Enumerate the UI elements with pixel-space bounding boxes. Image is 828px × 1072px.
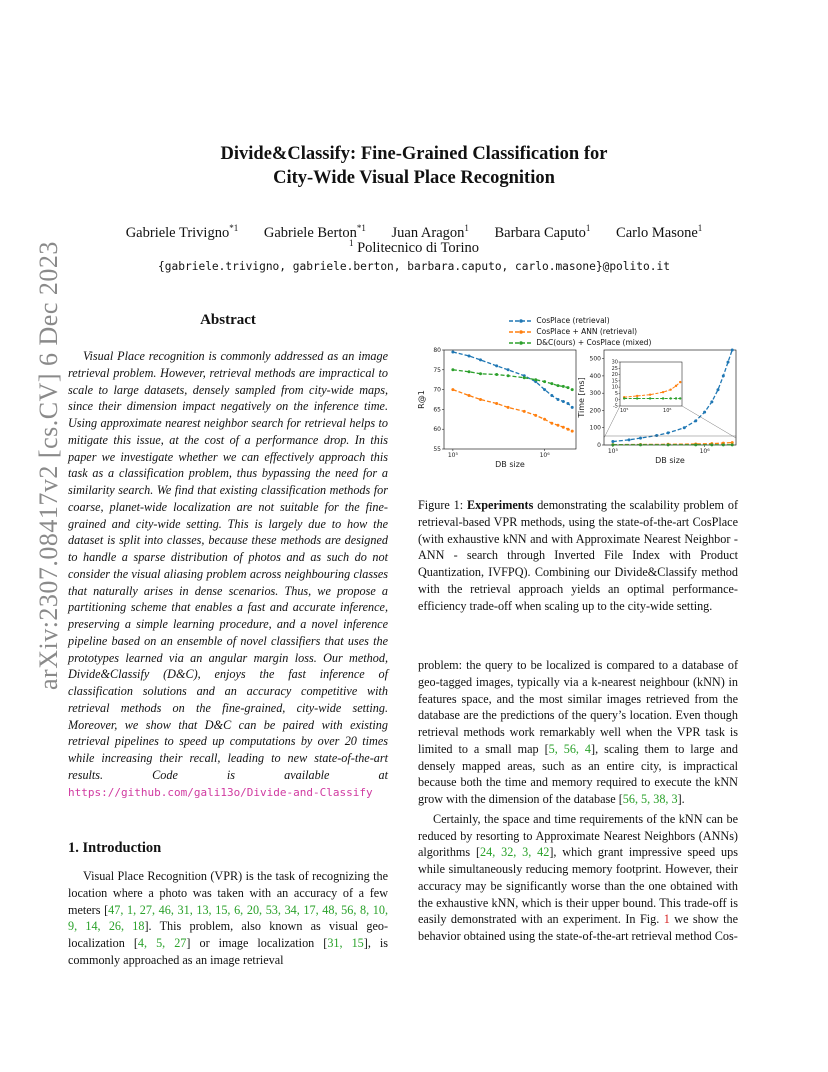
data-point: [495, 402, 498, 405]
author: Juan Aragon$^1$: [391, 223, 469, 241]
y-tick-label: 100: [589, 424, 601, 432]
citation-link[interactable]: 5, 56, 4: [548, 741, 592, 756]
x-axis-label: DB size: [495, 460, 525, 469]
data-point: [534, 414, 537, 417]
inset-frame: [620, 362, 682, 406]
inset-y-tick-label: 0: [614, 397, 618, 404]
data-point: [562, 385, 565, 388]
inset-data-point: [623, 397, 625, 399]
citation-link[interactable]: 4, 5, 27: [137, 936, 187, 950]
inset-y-tick-label: 30: [611, 359, 618, 366]
y-tick-label: 70: [433, 386, 441, 394]
figure-plots: [412, 312, 748, 472]
legend-item: CosPlace + ANN (retrieval): [508, 327, 660, 338]
y-tick-label: 500: [589, 355, 601, 363]
legend-item: CosPlace (retrieval): [508, 316, 660, 327]
data-point: [534, 378, 537, 381]
data-point: [556, 384, 559, 387]
data-point: [556, 398, 559, 401]
figure-caption: Figure 1: Experiments demonstrating the scalability problem of retrieval-based VPR methods, using the state-of-the-art CosPlace (with exhaustive kNN and with Approximate Nearest Neighbor - ANN - search through Inverted File Index with Product Quantization, IVFPQ). Combining our Divide&Classify method with the retrieval approach yields an optimal performance-efficiency trade-off when scaling up to the city-wide setting.: [418, 498, 738, 613]
inset-data-point: [675, 397, 677, 399]
y-tick-label: 75: [433, 366, 441, 374]
inset-data-point: [675, 385, 677, 387]
inset-y-tick-label: 15: [611, 378, 618, 385]
data-point: [727, 361, 730, 364]
y-axis-label: Time [ms]: [577, 377, 586, 418]
data-point: [710, 400, 713, 403]
inset-data-point: [662, 397, 664, 399]
zoom-connector: [682, 406, 736, 438]
data-point: [479, 358, 482, 361]
x-tick-label: 10⁶: [699, 448, 710, 455]
y-tick-label: 0: [597, 442, 601, 449]
citation-link[interactable]: 24, 32, 3, 42: [480, 845, 550, 860]
data-point: [468, 394, 471, 397]
citation-link[interactable]: 47, 1, 27, 46, 31, 13, 15, 6, 20, 53, 34, 17, 48, 56, 8, 10, 9, 14, 26, 18: [68, 902, 389, 934]
data-point: [731, 349, 734, 352]
inset-data-point: [679, 397, 681, 399]
data-point: [451, 368, 454, 371]
arxiv-stamp: arXiv:2307.08417v2 [cs.CV] 6 Dec 2023: [34, 241, 63, 690]
inset-y-tick-label: 25: [611, 365, 618, 372]
inset-data-point: [636, 397, 638, 399]
data-point: [543, 388, 546, 391]
data-point: [523, 376, 526, 379]
data-point: [567, 428, 570, 431]
series-line: [453, 390, 572, 432]
intro-paragraph: Visual Place Recognition (VPR) is the task of recognizing the location where a photo was taken with an accuracy of a few meters [47, 1, 27, 46, 31, 13, 15, 6, 20, 53, 34, 17, 48, 56, 8, 10, 9, 14, 26, 18]. This problem, also known as visual geo-localization [4, 5, 27] or image localization [31, 15], is commonly approached as an image retrieval: [68, 869, 389, 967]
x-tick-label: 10⁶: [539, 452, 550, 459]
inset-data-point: [662, 391, 664, 393]
data-point: [567, 402, 570, 405]
inset-x-tick-label: 10⁵: [619, 408, 629, 414]
data-point: [571, 406, 574, 409]
data-point: [479, 398, 482, 401]
y-tick-label: 60: [433, 426, 441, 434]
abstract-heading: Abstract: [200, 312, 256, 328]
y-tick-label: 400: [589, 372, 601, 380]
data-point: [468, 370, 471, 373]
author-emails: {gabriele.trivigno, gabriele.berton, barbara.caputo, carlo.masone}@polito.it: [158, 260, 670, 273]
affiliation: $^1$ Politecnico di Torino: [348, 238, 480, 256]
y-tick-label: 200: [589, 407, 601, 415]
data-point: [550, 394, 553, 397]
data-point: [694, 419, 697, 422]
data-point: [495, 364, 498, 367]
y-tick-label: 300: [589, 390, 601, 398]
author: Carlo Masone$^1$: [616, 223, 703, 241]
x-axis-label: DB size: [655, 456, 685, 465]
abstract-body: Visual Place recognition is commonly addressed as an image retrieval problem. However, retrieval methods are impractical to scale to large datasets, densely sampled from city-wide maps, since their dimension impact negatively on the inference time. Using approximate nearest neighbor search for retrieval helps to mitigate this issue, at the cost of a performance drop. In this paper we investigate whether we can effectively approach this task as a classification problem, thus bypassing the need for a similarity search. We find that existing classification methods for coarse, planet-wide localization are not suitable for the fine-grained and city-wide setting. This is largely due to how the dataset is split into classes, because these methods are designed to handle a sparse distribution of photos and as such do not consider the visual aliasing problem across neighbouring classes that naturally arises in dense scenarios. Thus, we propose a partitioning scheme that enables a fast and accurate inference, preserving a simple learning procedure, and a novel inference pipeline based on an ensemble of novel classifiers that uses the prototypes learned via an angular margin loss. Our method, Divide&Classify (D&C), enjoys the fast inference of classification solutions and an accuracy competitive with retrieval methods on the fine-grained, city-wide setting. Moreover, we show that D&C can be paired with existing retrieval pipelines to speed up computations by over 20 times while increasing their recall, leading to new state-of-the-art results. Code is available at https://github.com/gali13o/Divide-and-Classify: [68, 349, 388, 799]
data-point: [655, 434, 658, 437]
code-link[interactable]: https://github.com/gali13o/Divide-and-Classify: [68, 785, 373, 799]
data-point: [562, 426, 565, 429]
data-point: [703, 411, 706, 414]
data-point: [571, 388, 574, 391]
citation-link[interactable]: 31, 15: [327, 936, 364, 950]
data-point: [495, 373, 498, 376]
inset-data-point: [649, 397, 651, 399]
data-point: [550, 422, 553, 425]
inset-data-point: [649, 393, 651, 395]
data-point: [683, 426, 686, 429]
y-tick-label: 55: [433, 446, 441, 453]
data-point: [611, 440, 614, 443]
data-point: [451, 388, 454, 391]
inset-y-tick-label: 20: [611, 372, 618, 379]
inset-data-point: [679, 381, 681, 383]
inset-data-point: [669, 388, 671, 390]
data-point: [507, 374, 510, 377]
legend-item: D&C(ours) + CosPlace (mixed): [508, 338, 660, 349]
data-point: [716, 388, 719, 391]
data-point: [550, 382, 553, 385]
title-line-2: City-Wide Visual Place Recognition: [273, 168, 555, 188]
data-point: [451, 350, 454, 353]
data-point: [639, 437, 642, 440]
data-point: [523, 410, 526, 413]
data-point: [479, 372, 482, 375]
author: Barbara Caputo$^1$: [494, 223, 591, 241]
data-point: [507, 406, 510, 409]
data-point: [543, 380, 546, 383]
data-point: [567, 386, 570, 389]
y-axis-label: R@1: [417, 390, 426, 409]
inset-data-point: [636, 395, 638, 397]
inset-y-tick-label: -5: [613, 403, 618, 410]
y-tick-label: 80: [433, 347, 441, 354]
data-point: [628, 438, 631, 441]
data-point: [507, 368, 510, 371]
citation-link[interactable]: 56, 5, 38, 3: [622, 792, 678, 806]
data-point: [556, 424, 559, 427]
figure-1: [412, 312, 748, 472]
data-point: [667, 431, 670, 434]
data-point: [468, 354, 471, 357]
x-tick-label: 10⁵: [447, 452, 458, 459]
paper-title: [0, 142, 828, 190]
series-line: [613, 443, 732, 445]
x-tick-label: 10⁵: [607, 448, 618, 455]
data-point: [722, 374, 725, 377]
series-line: [453, 370, 572, 390]
right-column-text: problem: the query to be localized is compared to a database of geo-tagged images, typically via a k-nearest neighbour (kNN) in features space, and the most similar images retrieved from the database are the predictions of the query’s location. Even though retrieval methods work remarkably well when the VPR task is limited to a small map [5, 56, 4], scaling them to large and densely mapped areas, such as an entire city, is impractical because both the time and memory required to execute the kNN grow with the dimension of the database [56, 5, 38, 3]. Certainly, the space and time requirements of the kNN can be reduced by resorting to Approximate Nearest Neighbors (ANNs) algorithms [24, 32, 3, 42], which grant impressive speed ups while simultaneously reducing memory footprint. However, their accuracy may be significantly worse than the one obtained with the exhaustive kNN, which is their upper bound. This trade-off is easily demonstrated with an experiment. In Fig. 1 we show the behavior obtained using the state-of-the-art retrieval method Cos-: [418, 658, 738, 943]
series-line: [453, 352, 572, 407]
data-point: [543, 418, 546, 421]
intro-heading: 1. Introduction: [68, 840, 162, 856]
author: Gabriele Berton$^{*1}$: [263, 223, 366, 241]
inset-data-point: [669, 397, 671, 399]
data-point: [571, 430, 574, 433]
figure-ref-link[interactable]: 1: [663, 912, 670, 927]
data-point: [562, 400, 565, 403]
inset-y-tick-label: 10: [611, 384, 618, 391]
inset-x-tick-label: 10⁶: [663, 408, 672, 414]
y-tick-label: 65: [433, 406, 441, 414]
inset-y-tick-label: 5: [614, 391, 618, 398]
author: Gabriele Trivigno$^{*1}$: [125, 223, 239, 241]
plot-frame: [444, 350, 576, 449]
zoom-connector: [604, 403, 620, 438]
title-line-1: Divide&Classify: Fine-Grained Classification for: [220, 144, 608, 164]
